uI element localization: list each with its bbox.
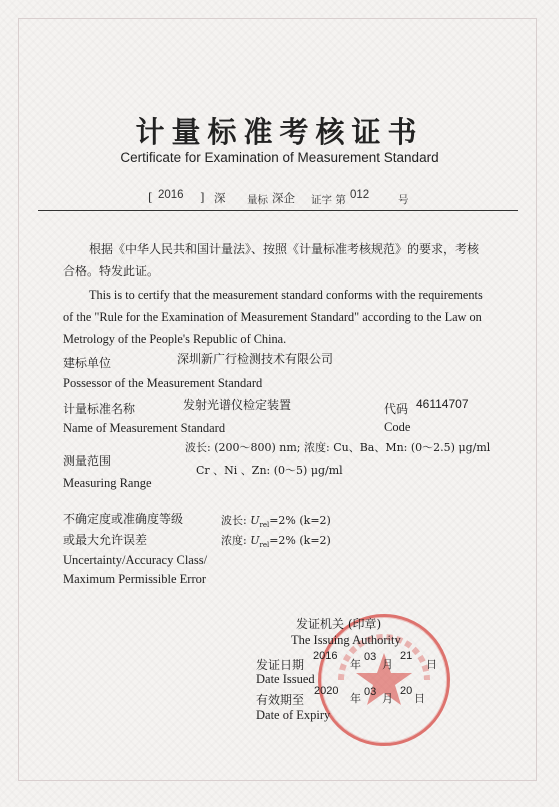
date-issued-label-zh: 发证日期 [256, 658, 305, 672]
uncertainty-concentration [221, 532, 331, 549]
intro-zh-line-2: 合格。特发此证。 [63, 264, 160, 278]
date-issued-nian: 年 [350, 658, 361, 671]
standard-name-label-zh: 计量标准名称 [63, 402, 136, 416]
date-issued-label-en: Date Issued [256, 672, 315, 686]
expiry-label-zh: 有效期至 [256, 693, 305, 707]
certificate-hao: 号 [398, 194, 409, 206]
expiry-year: 2020 [314, 685, 339, 697]
intro-en-line-1: This is to certify that the measurement standard conforms with the requirements [89, 288, 483, 302]
title-chinese: 计量标准考核证书 [135, 115, 424, 149]
uncertainty-wavelength-prefix: 波长: [221, 514, 251, 527]
measuring-range-label-zh: 测量范围 [63, 454, 112, 468]
date-issued-yue: 月 [382, 658, 393, 671]
measuring-range-label-en: Measuring Range [63, 476, 152, 490]
uncertainty-label-zh-1: 不确定度或准确度等级 [63, 512, 184, 526]
code-value: 46114707 [416, 397, 469, 411]
uncertainty-concentration-value: =2% (k=2) [269, 534, 331, 547]
uncertainty-wavelength-sub: rel [259, 521, 270, 530]
measuring-range-line-2: Cr 、Ni 、Zn: (0～5) μg/ml [196, 464, 343, 477]
certificate-issuer-code: 深企 [272, 191, 295, 205]
issuing-authority-label-en: The Issuing Authority [291, 633, 401, 647]
uncertainty-wavelength [221, 512, 331, 529]
intro-en-line-3: Metrology of the People's Republic of China. [63, 332, 287, 346]
possessor-value: 深圳新广行检测技术有限公司 [177, 352, 334, 366]
code-label-zh: 代码 [384, 402, 409, 416]
expiry-nian: 年 [350, 692, 361, 705]
possessor-label-zh: 建标单位 [63, 356, 112, 370]
uncertainty-wavelength-symbol: U [250, 514, 260, 527]
bracket-open: [ [148, 190, 153, 204]
expiry-yue: 月 [382, 692, 393, 705]
intro-zh-line-1: 根据《中华人民共和国计量法》、按照《计量标准考核规范》的要求，考核 [89, 242, 480, 256]
uncertainty-concentration-prefix: 浓度: [221, 534, 251, 547]
date-issued-year: 2016 [313, 650, 338, 662]
issuing-authority-label-zh: 发证机关 (印章) [296, 617, 382, 631]
uncertainty-wavelength-value: =2% (k=2) [269, 514, 331, 527]
header-divider [38, 210, 518, 211]
uncertainty-label-en-2: Maximum Permissible Error [63, 572, 207, 586]
uncertainty-label-en-1: Uncertainty/Accuracy Class/ [63, 553, 208, 567]
standard-name-value: 发射光谱仪检定装置 [183, 398, 292, 412]
code-label-en: Code [384, 420, 411, 434]
possessor-label-en: Possessor of the Measurement Standard [63, 376, 263, 390]
uncertainty-label-zh-2: 或最大允许误差 [63, 533, 148, 547]
expiry-label-en: Date of Expiry [256, 708, 331, 722]
uncertainty-concentration-sub: rel [259, 541, 270, 550]
certificate-year: 2016 [158, 189, 184, 201]
measuring-range-line-1: 波长: (200～800) nm; 浓度: Cu、Ba、Mn: (0～2.5) μg/ml [185, 441, 491, 454]
bracket-close: ] [200, 190, 205, 204]
certificate-zi-di: 证字 第 [311, 194, 346, 206]
certificate-prefix-shen: 深 [214, 191, 226, 205]
certificate-prefix-liangbiao: 量标 [247, 194, 268, 206]
standard-name-label-en: Name of Measurement Standard [63, 421, 226, 435]
expiry-ri: 日 [414, 692, 425, 705]
expiry-day: 20 [400, 685, 413, 697]
date-issued-ri: 日 [426, 658, 437, 671]
expiry-month: 03 [364, 686, 377, 698]
uncertainty-concentration-symbol: U [250, 534, 260, 547]
date-issued-month: 03 [364, 651, 377, 663]
intro-en-line-2: of the "Rule for the Examination of Measurement Standard" according to the Law on [63, 310, 482, 324]
date-issued-day: 21 [400, 650, 413, 662]
title-english: Certificate for Examination of Measurement Standard [120, 150, 439, 165]
certificate-number: 012 [350, 189, 370, 201]
